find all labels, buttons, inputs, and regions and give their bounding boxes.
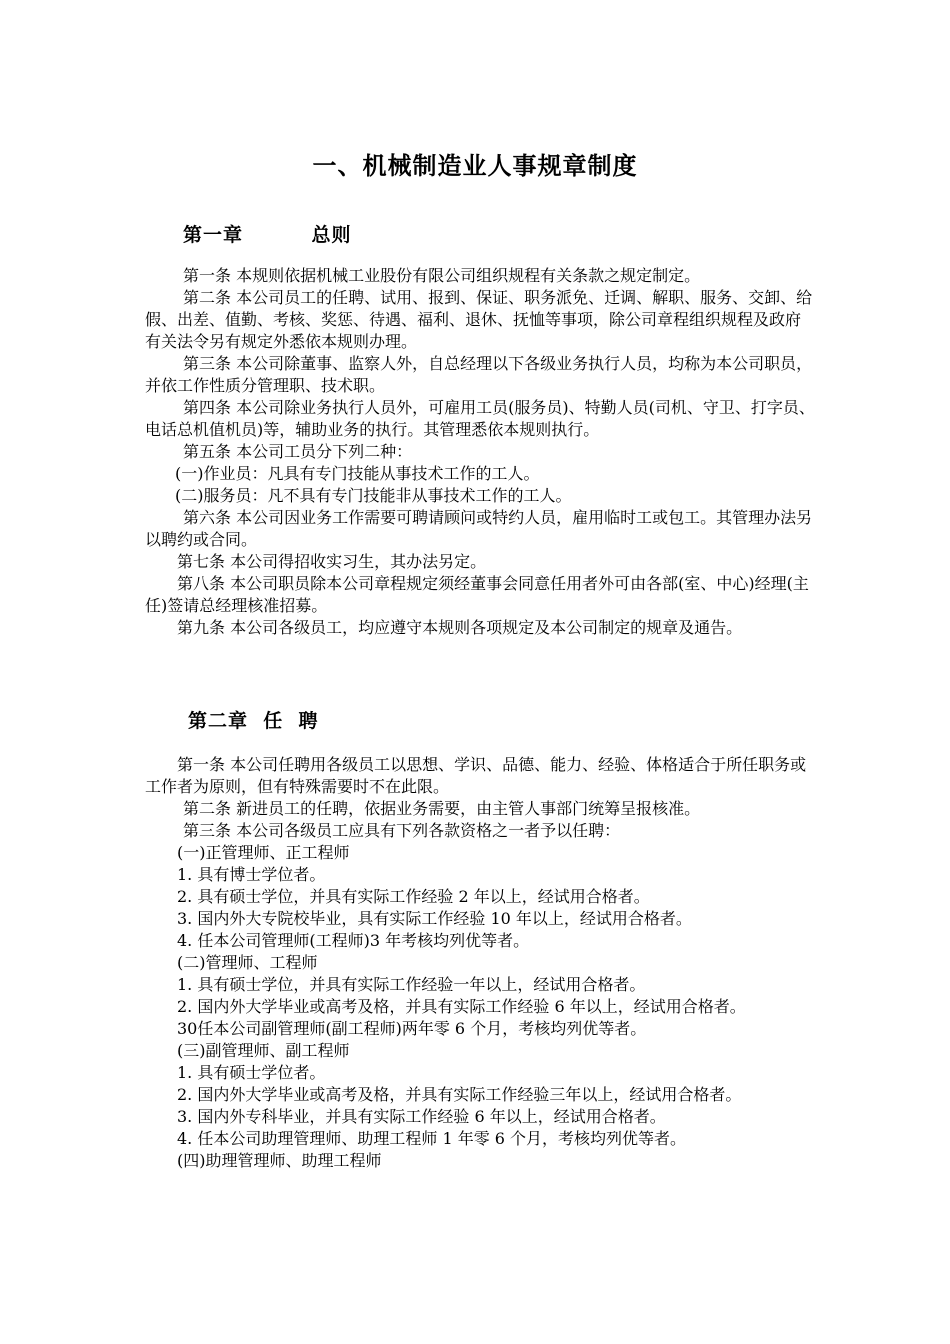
article-paragraph: 第一条 本规则依据机械工业股份有限公司组织规程有关条款之规定制定。 (183, 266, 701, 285)
article-paragraph: 1. 具有硕士学位者。 (177, 1063, 326, 1082)
article-paragraph: 第三条 本公司除董事、监察人外，自总经理以下各级业务执行人员，均称为本公司职员，并依工作性质分管理职、技术职。 (145, 354, 813, 395)
article-paragraph: 第一条 本公司任聘用各级员工以思想、学识、品德、能力、经验、体格适合于所任职务或工作者为原则，但有特殊需要时不在此限。 (145, 755, 807, 796)
article-paragraph: (二)管理师、工程师 (177, 953, 318, 972)
article-paragraph: 第五条 本公司工员分下列二种： (183, 442, 413, 461)
article-paragraph: 30任本公司副管理师(副工程师)两年零 6 个月，考核均列优等者。 (177, 1019, 647, 1038)
article-paragraph: 3. 国内外大专院校毕业，具有实际工作经验 10 年以上，经试用合格者。 (177, 909, 692, 928)
article-paragraph: (三)副管理师、副工程师 (177, 1041, 350, 1060)
article-paragraph: 4. 任本公司管理师(工程师)3 年考核均列优等者。 (177, 931, 530, 950)
article-paragraph: 第六条 本公司因业务工作需要可聘请顾问或特约人员，雇用临时工或包工。其管理办法另以聘约或合同。 (145, 508, 813, 549)
article-paragraph: 第八条 本公司职员除本公司章程规定须经董事会同意任用者外可由各部(室、中心)经理(主任)签请总经理核准招募。 (145, 574, 809, 615)
document-title: 一、机械制造业人事规章制度 (312, 152, 638, 180)
article-paragraph: 第二条 新进员工的任聘，依据业务需要，由主管人事部门统筹呈报核准。 (183, 799, 701, 818)
article-paragraph: 第三条 本公司各级员工应具有下列各款资格之一者予以任聘： (183, 821, 621, 840)
article-paragraph: (一)作业员：凡具有专门技能从事技术工作的工人。 (175, 464, 540, 483)
article-paragraph: 第二条 本公司员工的任聘、试用、报到、保证、职务派免、迁调、解职、服务、交卸、给假、出差、值勤、考核、奖惩、待遇、福利、退休、抚恤等事项，除公司章程组织规程及政府有关法令另有规定外悉依本规则办理。 (145, 288, 813, 351)
article-paragraph: 3. 国内外专科毕业，并具有实际工作经验 6 年以上，经试用合格者。 (177, 1107, 666, 1126)
article-paragraph: 1. 具有硕士学位，并具有实际工作经验一年以上，经试用合格者。 (177, 975, 646, 994)
article-paragraph: (一)正管理师、正工程师 (177, 843, 350, 862)
article-paragraph: (二)服务员：凡不具有专门技能非从事技术工作的工人。 (175, 486, 572, 505)
chapter-2-body (145, 754, 815, 1172)
article-paragraph: 第七条 本公司得招收实习生，其办法另定。 (177, 552, 487, 571)
chapter-1-heading: 第一章 总则 (183, 224, 352, 246)
article-paragraph: 2. 具有硕士学位，并具有实际工作经验 2 年以上，经试用合格者。 (177, 887, 650, 906)
article-paragraph: 4. 任本公司助理管理师、助理工程师 1 年零 6 个月，考核均列优等者。 (177, 1129, 687, 1148)
chapter-2-heading: 第二章 任 聘 (188, 710, 319, 732)
article-paragraph: 1. 具有博士学位者。 (177, 865, 326, 884)
article-paragraph: 第四条 本公司除业务执行人员外，可雇用工员(服务员)、特勤人员(司机、守卫、打字员、电话总机值机员)等，辅助业务的执行。其管理悉依本规则执行。 (145, 398, 815, 439)
chapter-1-body (145, 265, 815, 639)
article-paragraph: 2. 国内外大学毕业或高考及格，并具有实际工作经验三年以上，经试用合格者。 (177, 1085, 742, 1104)
article-paragraph: 2. 国内外大学毕业或高考及格，并具有实际工作经验 6 年以上，经试用合格者。 (177, 997, 746, 1016)
article-paragraph: (四)助理管理师、助理工程师 (177, 1151, 382, 1170)
article-paragraph: 第九条 本公司各级员工，均应遵守本规则各项规定及本公司制定的规章及通告。 (177, 618, 743, 637)
